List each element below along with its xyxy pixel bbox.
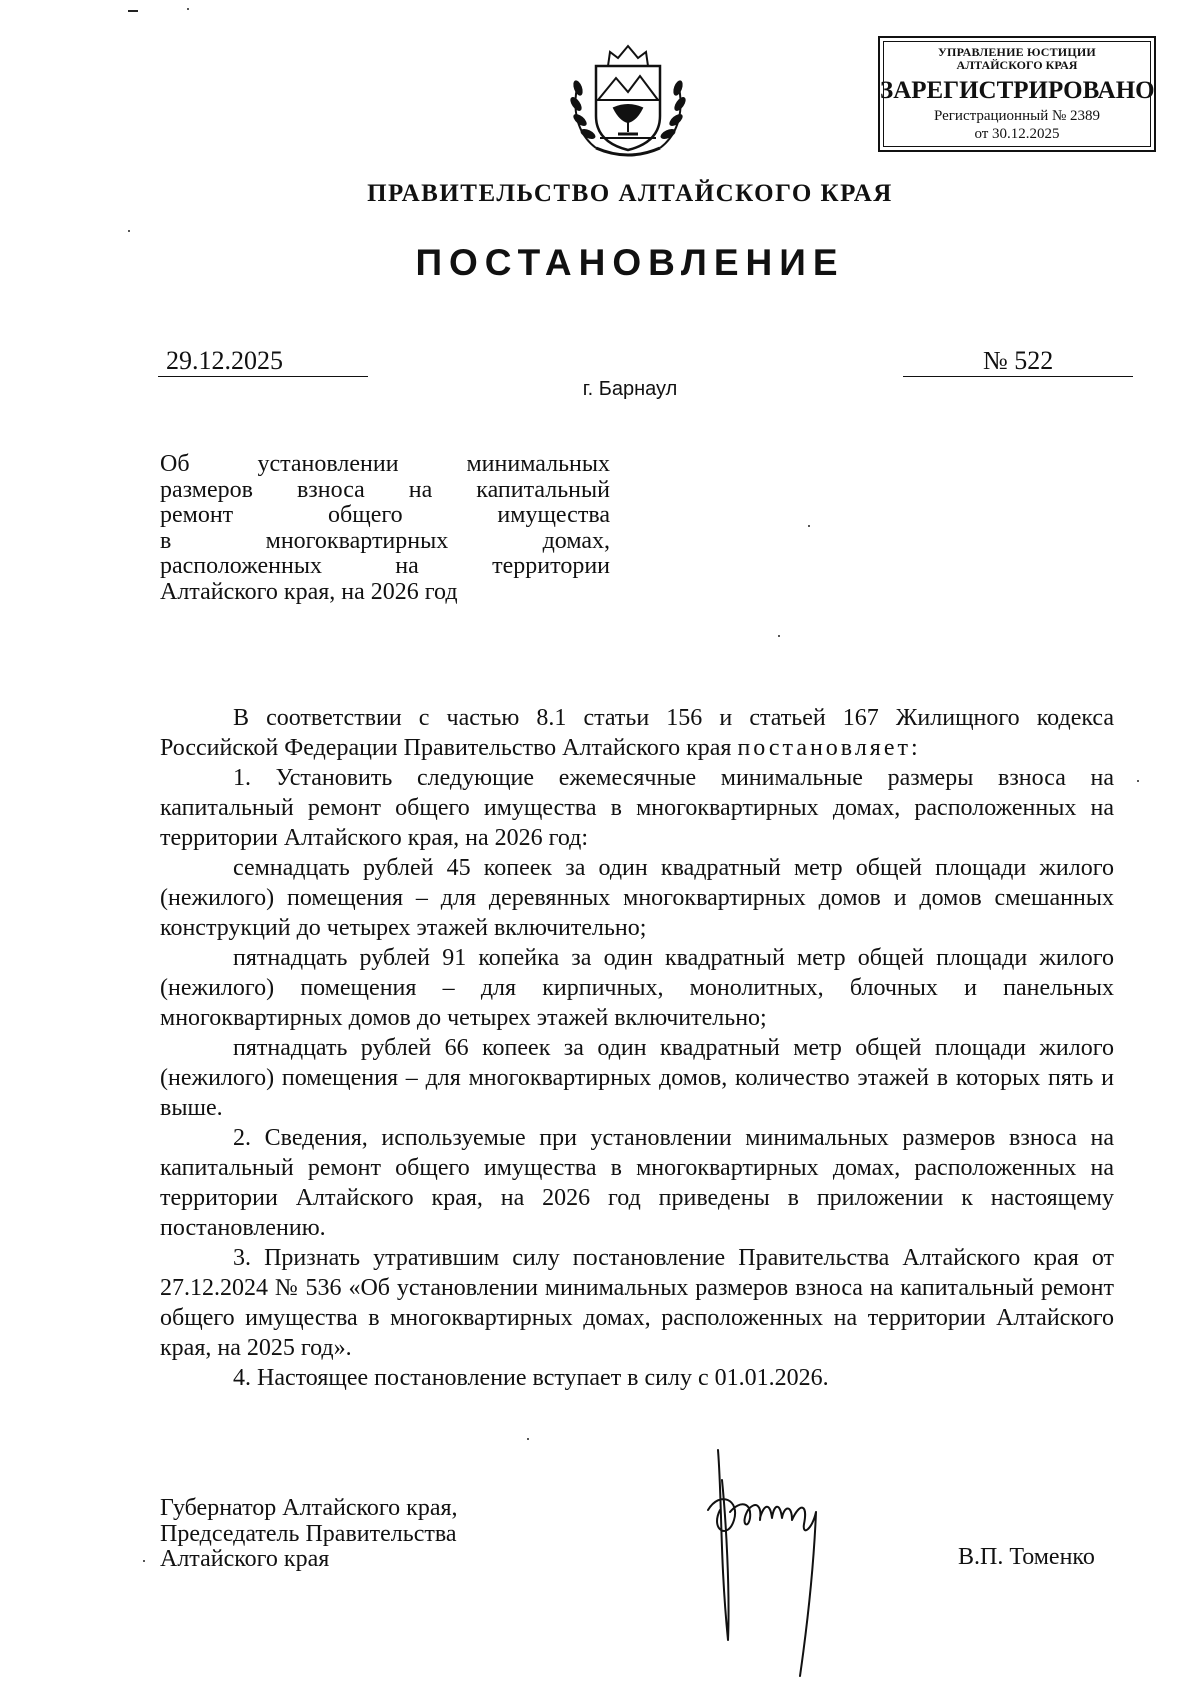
subject-line: расположенных на территории <box>160 553 610 579</box>
clause-2: 2. Сведения, используемые при установлении минимальных размеров взноса на капитальный ремонт общего имущества в многоквартирных домах, расположенных на территории Алтайского края, на 2026 год приведены в приложении к настоящему постановлению. <box>160 1125 1114 1241</box>
scan-speck <box>128 230 130 232</box>
signer-name: В.П. Томенко <box>958 1544 1095 1570</box>
document-city: г. Барнаул <box>582 378 678 400</box>
handwritten-signature <box>700 1440 850 1680</box>
document-body <box>160 703 1114 1393</box>
document-type-heading: ПОСТАНОВЛЕНИЕ <box>415 242 845 283</box>
signer-title-line: Губернатор Алтайского края, <box>160 1495 458 1521</box>
signer-title-line: Председатель Правительства <box>160 1520 457 1547</box>
scan-speck <box>187 8 189 10</box>
document-number: № 522 <box>903 346 1133 377</box>
document-date: 29.12.2025 <box>158 346 368 377</box>
signer-title-line: Алтайского края <box>160 1546 330 1572</box>
stamp-agency-line1: УПРАВЛЕНИЕ ЮСТИЦИИ <box>938 45 1096 59</box>
document-subject <box>160 452 610 605</box>
rate-item-1: семнадцать рублей 45 копеек за один квадратный метр общей площади жилого (нежилого) помещения – для деревянных многоквартирных домов и домов смешанных конструкций до четырех этажей включительно; <box>160 855 1114 941</box>
subject-line: ремонт общего имущества <box>160 502 610 528</box>
government-title: ПРАВИТЕЛЬСТВО АЛТАЙСКОГО КРАЯ <box>367 180 893 207</box>
subject-line: Об установлении минимальных <box>160 451 610 477</box>
clause-4: 4. Настоящее постановление вступает в силу с 01.01.2026. <box>233 1365 829 1391</box>
scan-speck <box>1137 780 1139 782</box>
registration-stamp <box>878 36 1156 152</box>
rate-item-2: пятнадцать рублей 91 копейка за один квадратный метр общей площади жилого (нежилого) помещения – для кирпичных, монолитных, блочных и панельных многоквартирных домов до четырех этажей включительно; <box>160 945 1114 1031</box>
preamble-verb: постановляет: <box>737 735 921 761</box>
scan-speck <box>143 1560 145 1562</box>
clause-1: 1. Установить следующие ежемесячные минимальные размеры взноса на капитальный ремонт общего имущества в многоквартирных домах, расположенных на территории Алтайского края, на 2026 год: <box>160 765 1114 851</box>
stamp-reg-date: от 30.12.2025 <box>974 126 1060 142</box>
scan-speck <box>128 10 138 12</box>
clause-3: 3. Признать утратившим силу постановление Правительства Алтайского края от 27.12.2024 № 536 «Об установлении минимальных размеров взноса на капитальный ремонт общего имущества в многоквартирных домах, расположенных на территории Алтайского края, на 2025 год». <box>160 1245 1114 1361</box>
stamp-reg-number: Регистрационный № 2389 <box>933 108 1101 124</box>
subject-line: в многоквартирных домах, <box>160 527 610 554</box>
preamble-text: В соответствии с частью 8.1 статьи 156 и статьей 167 Жилищного кодекса Российской Федерации Правительство Алтайского края <box>160 705 1114 761</box>
coat-of-arms-emblem <box>566 38 690 168</box>
scan-speck <box>778 635 780 637</box>
stamp-agency-line2: АЛТАЙСКОГО КРАЯ <box>956 58 1078 72</box>
scan-speck <box>808 525 810 527</box>
scan-speck <box>527 1438 529 1440</box>
signer-title <box>160 1496 458 1573</box>
subject-line: Алтайского края, на 2026 год <box>160 578 458 605</box>
rate-item-3: пятнадцать рублей 66 копеек за один квадратный метр общей площади жилого (нежилого) помещения – для многоквартирных домов, количество этажей в которых пять и выше. <box>160 1035 1114 1121</box>
preamble-paragraph <box>160 703 1114 763</box>
subject-line: размеров взноса на капитальный <box>160 476 610 503</box>
stamp-status: ЗАРЕГИСТРИРОВАНО <box>880 77 1155 104</box>
